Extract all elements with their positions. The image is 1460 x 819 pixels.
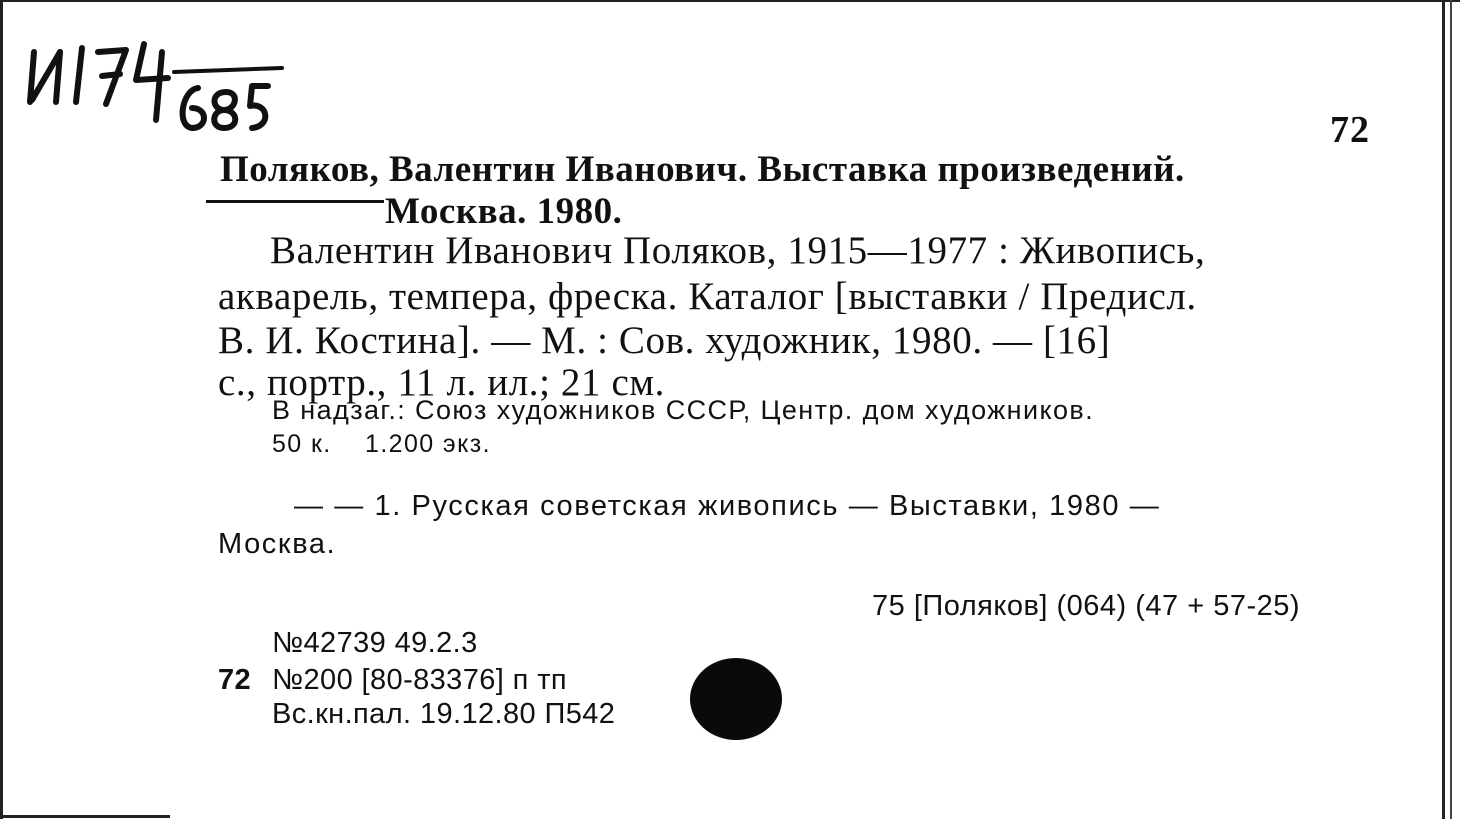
handwritten-number (20, 30, 290, 140)
card-border-right (1442, 0, 1445, 819)
card-border-top (0, 0, 1460, 2)
footer-line-1: №42739 49.2.3 (272, 627, 478, 659)
subject-heading-line-1: — — 1. Русская советская живопись — Выставки, 1980 — (294, 490, 1161, 522)
card-border-bottom (0, 815, 170, 818)
footer-line-2: №200 [80-83376] п тп (272, 664, 568, 696)
footer-card-number: 72 (218, 664, 252, 696)
description-line-1: Валентин Иванович Поляков, 1915—1977 : Живопись, (270, 229, 1206, 272)
description-line-4: с., портр., 11 л. ил.; 21 см. (218, 361, 666, 404)
notes-line-1: В надзаг.: Союз художников СССР, Центр. дом художников. (272, 395, 1095, 425)
description-line-2: акварель, темпера, фреска. Каталог [выставки / Предисл. (218, 275, 1197, 318)
card-border-right-inner (1450, 0, 1452, 819)
notes-line-2: 50 к. 1.200 экз. (272, 430, 491, 458)
card-number: 72 (1330, 109, 1370, 151)
punch-hole (690, 658, 782, 740)
heading-line-1: Поляков, Валентин Иванович. Выставка произведений. (220, 149, 1185, 190)
heading-underline (206, 200, 384, 203)
card-border-left (0, 0, 3, 819)
classification-code: 75 [Поляков] (064) (47 + 57-25) (872, 590, 1301, 622)
heading-line-2: Москва. 1980. (385, 191, 623, 232)
footer-line-3: Вс.кн.пал. 19.12.80 П542 (272, 698, 616, 730)
description-line-3: В. И. Костина]. — М. : Сов. художник, 1980. — [16] (218, 319, 1111, 362)
subject-heading-line-2: Москва. (218, 528, 337, 560)
